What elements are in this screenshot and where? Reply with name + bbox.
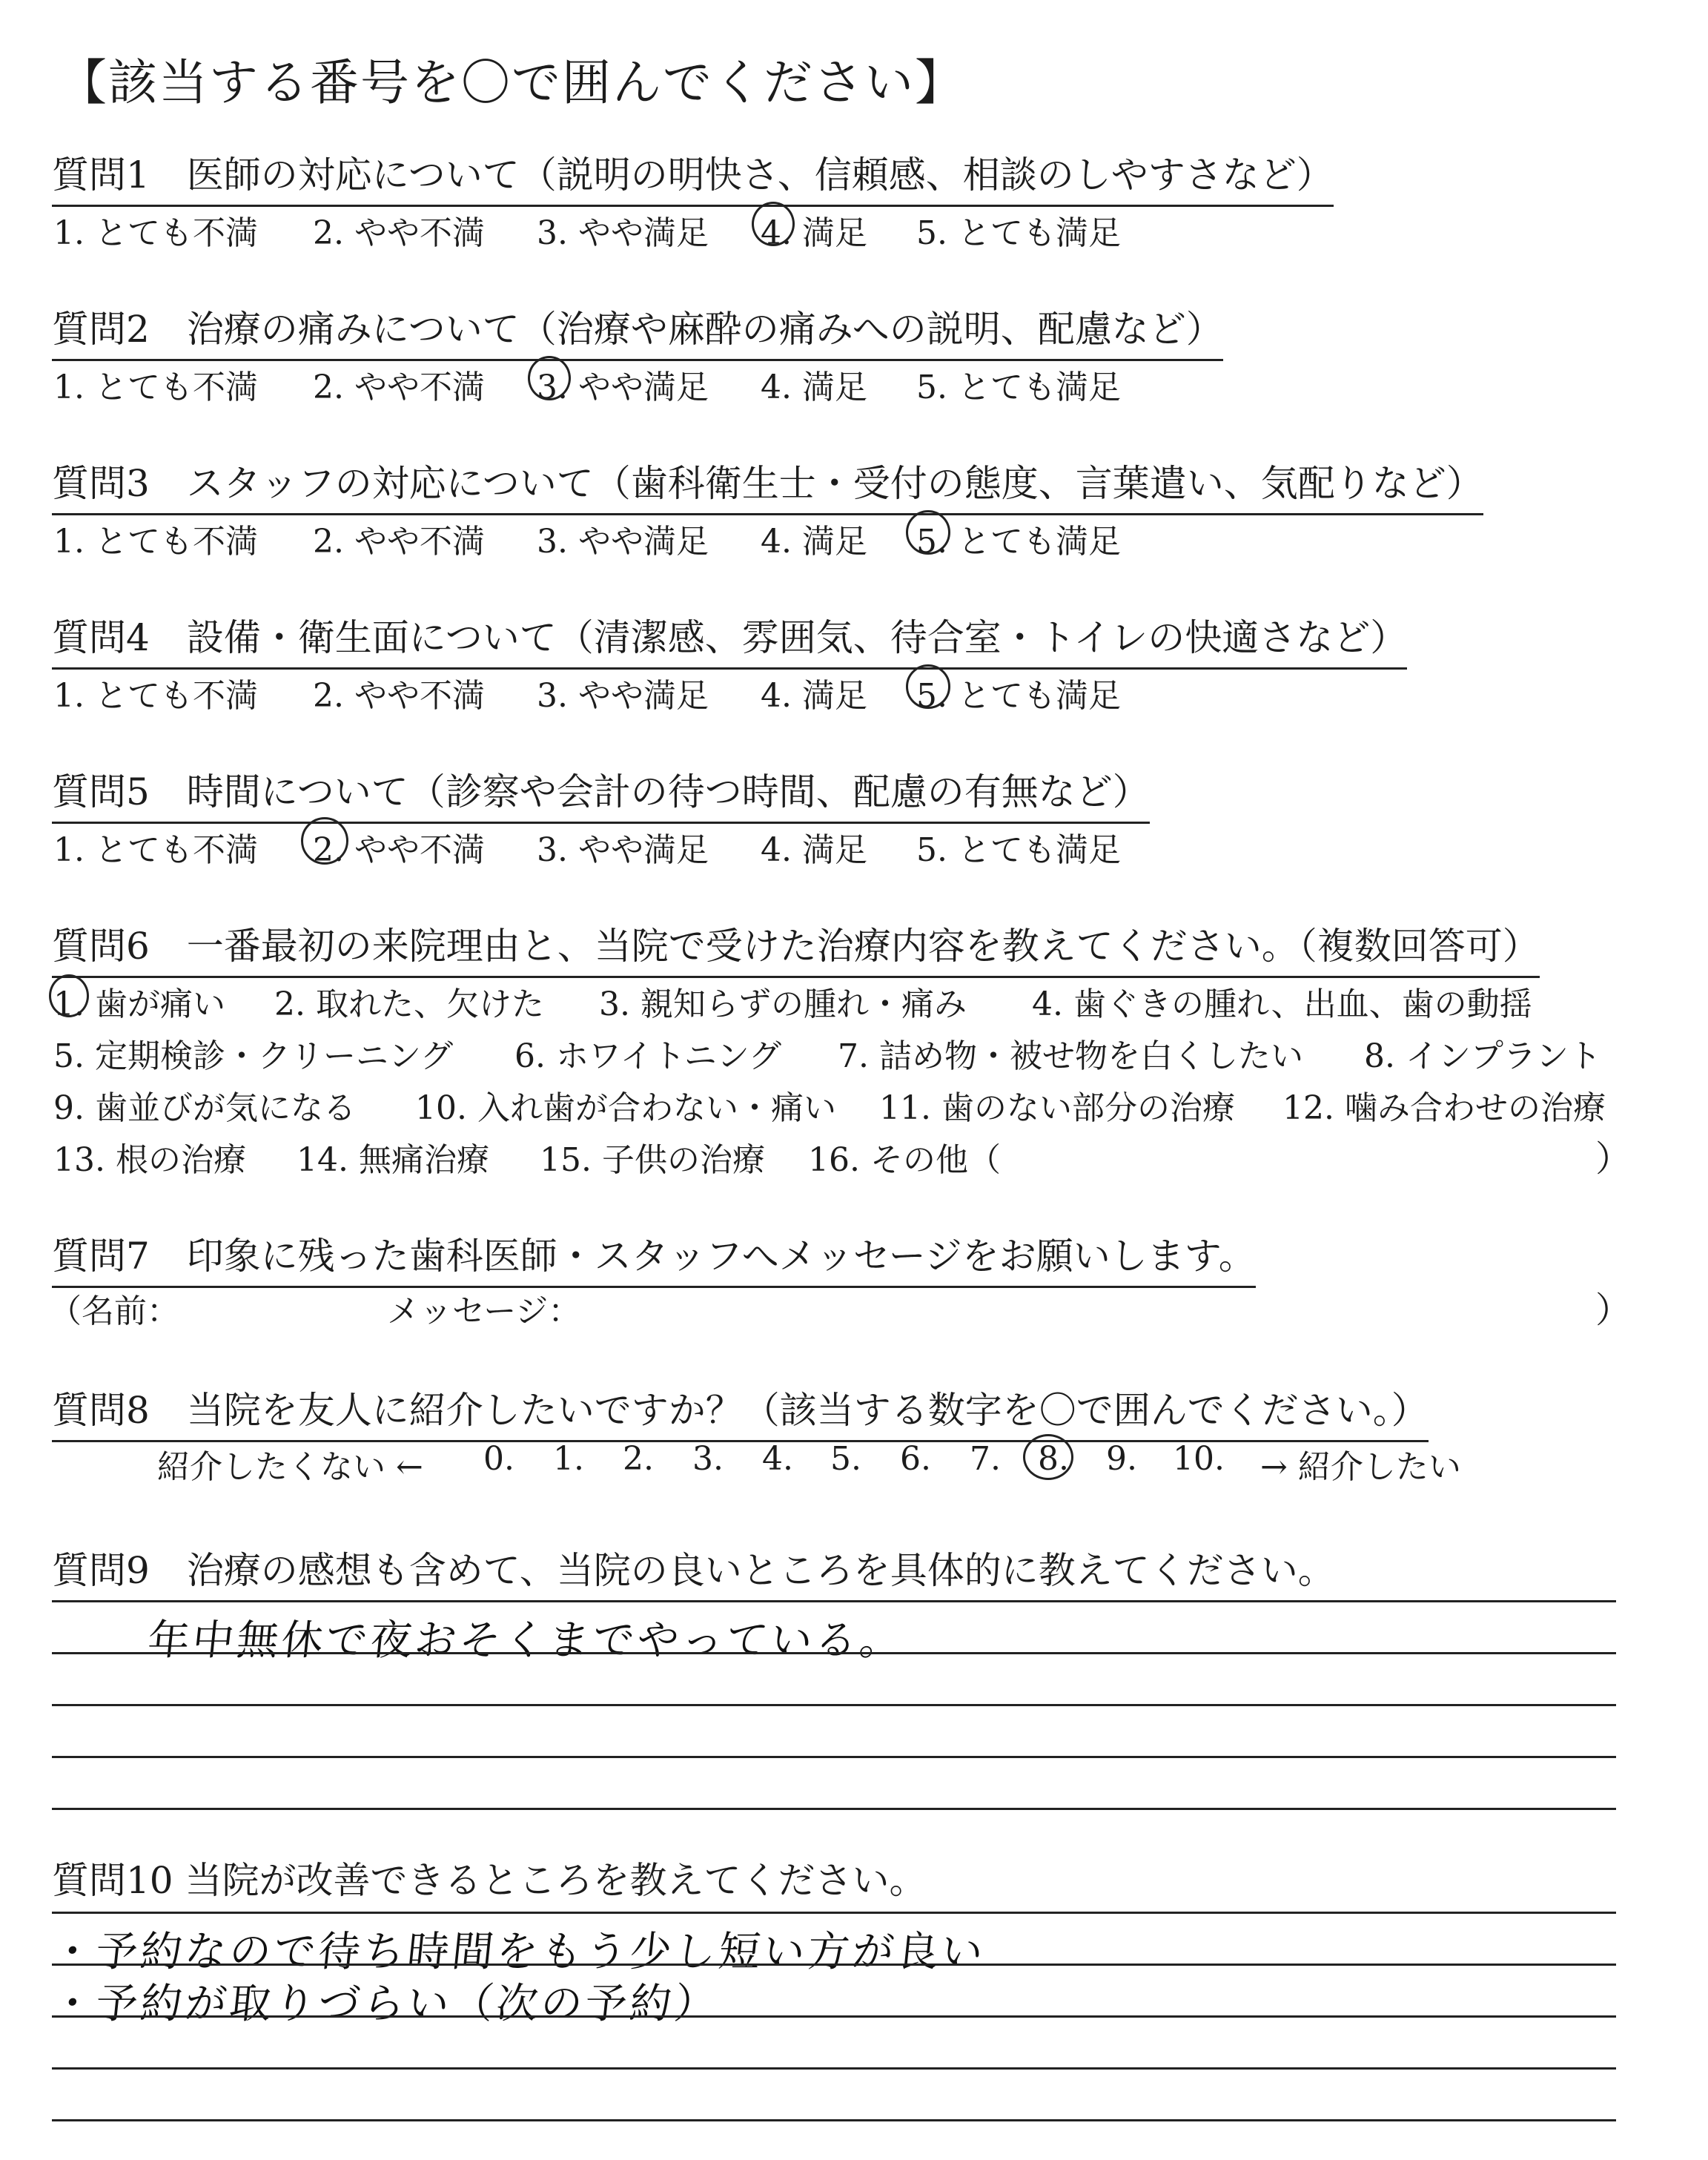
q6-other-close-paren: ） <box>1595 1138 1632 1180</box>
q4-selection-circle <box>906 664 950 709</box>
q8-option-5[interactable]: 5. <box>830 1440 861 1478</box>
q6-option-5[interactable]: 5. 定期検診・クリーニング <box>53 1037 454 1075</box>
q6-option-8[interactable]: 8. インプラント <box>1364 1037 1601 1075</box>
q9-answer-line-5 <box>52 1808 1616 1810</box>
q9-answer-line-4 <box>52 1756 1616 1758</box>
q5-option-1[interactable]: 1. とても不満 <box>53 831 258 869</box>
q6-option-11[interactable]: 11. 歯のない部分の治療 <box>879 1089 1235 1127</box>
q3-option-1[interactable]: 1. とても不満 <box>53 523 258 561</box>
q6-option-15[interactable]: 15. 子供の治療 <box>540 1141 765 1179</box>
q5-option-4[interactable]: 4. 満足 <box>761 831 867 869</box>
q8-option-0[interactable]: 0. <box>483 1440 514 1478</box>
q9-answer-line-2 <box>52 1652 1616 1654</box>
q2-title: 質問2 治療の痛みについて（治療や麻酔の痛みへの説明、配慮など） <box>52 300 1223 361</box>
q10-answer-line-2 <box>52 1964 1616 1966</box>
q6-option-16[interactable]: 16. その他（ <box>808 1141 1001 1179</box>
q6-option-10[interactable]: 10. 入れ歯が合わない・痛い <box>415 1089 836 1127</box>
q10-handwritten-answer-2: ・予約が取りづらい（次の予約） <box>49 1980 721 2028</box>
q8-option-3[interactable]: 3. <box>692 1440 724 1478</box>
q6-option-14[interactable]: 14. 無痛治療 <box>297 1141 489 1179</box>
q9-handwritten-answer: 年中無休で夜おそくまでやっている。 <box>145 1616 907 1665</box>
q3-option-5[interactable]: 5. とても満足 <box>916 523 1121 561</box>
q9-answer-line-1 <box>52 1600 1616 1602</box>
q3-selection-circle <box>906 510 950 555</box>
q4-option-3[interactable]: 3. やや満足 <box>537 677 709 715</box>
q5-option-2[interactable]: 2. やや不満 <box>313 831 485 869</box>
q8-left-label: 紹介したくない ← <box>157 1448 423 1486</box>
q10-answer-line-5 <box>52 2119 1616 2121</box>
q9-title: 質問9 治療の感想も含めて、当院の良いところを具体的に教えてください。 <box>52 1549 1335 1592</box>
q10-answer-line-1 <box>52 1912 1616 1914</box>
q2-option-2[interactable]: 2. やや不満 <box>313 369 485 406</box>
q7-name-label: （名前： <box>49 1292 179 1330</box>
q2-option-1[interactable]: 1. とても不満 <box>53 369 258 406</box>
q8-title: 質問8 当院を友人に紹介したいですか？（該当する数字を〇で囲んでください。） <box>52 1381 1429 1442</box>
q1-selection-circle <box>752 202 795 246</box>
q6-selection-circle <box>49 974 89 1017</box>
q7-title: 質問7 印象に残った歯科医師・スタッフへメッセージをお願いします。 <box>52 1226 1256 1288</box>
q6-option-1[interactable]: 1. 歯が痛い <box>53 985 225 1023</box>
q2-option-4[interactable]: 4. 満足 <box>761 369 867 406</box>
q8-option-7[interactable]: 7. <box>970 1440 1001 1478</box>
q4-option-2[interactable]: 2. やや不満 <box>313 677 485 715</box>
q8-option-6[interactable]: 6. <box>900 1440 931 1478</box>
q8-option-8[interactable]: 8. <box>1038 1440 1069 1478</box>
q6-option-6[interactable]: 6. ホワイトニング <box>514 1037 782 1075</box>
q6-option-12[interactable]: 12. 噛み合わせの治療 <box>1282 1089 1606 1127</box>
q10-answer-line-3 <box>52 2015 1616 2018</box>
q4-title: 質問4 設備・衛生面について（清潔感、雰囲気、待合室・トイレの快適さなど） <box>52 608 1407 670</box>
q9-answer-line-3 <box>52 1704 1616 1706</box>
q8-option-4[interactable]: 4. <box>762 1440 793 1478</box>
page-header: 【該当する番号を〇で囲んでください】 <box>58 54 965 111</box>
q3-option-3[interactable]: 3. やや満足 <box>537 523 709 561</box>
q2-selection-circle <box>528 356 571 400</box>
q8-option-2[interactable]: 2. <box>623 1440 654 1478</box>
q5-option-5[interactable]: 5. とても満足 <box>916 831 1121 869</box>
q10-answer-line-4 <box>52 2067 1616 2070</box>
q4-option-5[interactable]: 5. とても満足 <box>916 677 1121 715</box>
q5-option-3[interactable]: 3. やや満足 <box>537 831 709 869</box>
q10-handwritten-answer-1: ・予約なので待ち時間をもう少し短い方が良い <box>49 1928 988 1976</box>
q1-option-5[interactable]: 5. とても満足 <box>916 214 1121 252</box>
q4-option-4[interactable]: 4. 満足 <box>761 677 867 715</box>
q8-option-10[interactable]: 10. <box>1173 1440 1225 1478</box>
q4-option-1[interactable]: 1. とても不満 <box>53 677 258 715</box>
q2-option-3[interactable]: 3. やや満足 <box>537 369 709 406</box>
q3-option-4[interactable]: 4. 満足 <box>761 523 867 561</box>
q10-title: 質問10 当院が改善できるところを教えてください。 <box>52 1859 927 1902</box>
q6-option-9[interactable]: 9. 歯並びが気になる <box>53 1089 356 1127</box>
q1-option-2[interactable]: 2. やや不満 <box>313 214 485 252</box>
q8-selection-circle <box>1023 1434 1073 1480</box>
q8-right-label: → 紹介したい <box>1260 1448 1461 1486</box>
q5-selection-circle <box>301 817 348 865</box>
q1-option-3[interactable]: 3. やや満足 <box>537 214 709 252</box>
q6-option-4[interactable]: 4. 歯ぐきの腫れ、出血、歯の動揺 <box>1032 985 1532 1023</box>
q3-option-2[interactable]: 2. やや不満 <box>313 523 485 561</box>
q7-message-label: メッセージ： <box>387 1292 581 1330</box>
q1-option-1[interactable]: 1. とても不満 <box>53 214 258 252</box>
q6-option-7[interactable]: 7. 詰め物・被せ物を白くしたい <box>838 1037 1303 1075</box>
q6-title: 質問6 一番最初の来院理由と、当院で受けた治療内容を教えてください。（複数回答可） <box>52 916 1540 978</box>
q8-option-9[interactable]: 9. <box>1106 1440 1137 1478</box>
q1-option-4[interactable]: 4. 満足 <box>761 214 867 252</box>
q7-close-paren: ） <box>1595 1289 1632 1331</box>
q2-option-5[interactable]: 5. とても満足 <box>916 369 1121 406</box>
q6-option-2[interactable]: 2. 取れた、欠けた <box>274 985 544 1023</box>
q6-option-13[interactable]: 13. 根の治療 <box>53 1141 246 1179</box>
q1-title: 質問1 医師の対応について（説明の明快さ、信頼感、相談のしやすさなど） <box>52 145 1334 207</box>
q6-option-3[interactable]: 3. 親知らずの腫れ・痛み <box>599 985 967 1023</box>
q3-title: 質問3 スタッフの対応について（歯科衛生士・受付の態度、言葉遣い、気配りなど） <box>52 454 1483 515</box>
q8-option-1[interactable]: 1. <box>553 1440 584 1478</box>
q5-title: 質問5 時間について（診察や会計の待つ時間、配慮の有無など） <box>52 762 1150 824</box>
